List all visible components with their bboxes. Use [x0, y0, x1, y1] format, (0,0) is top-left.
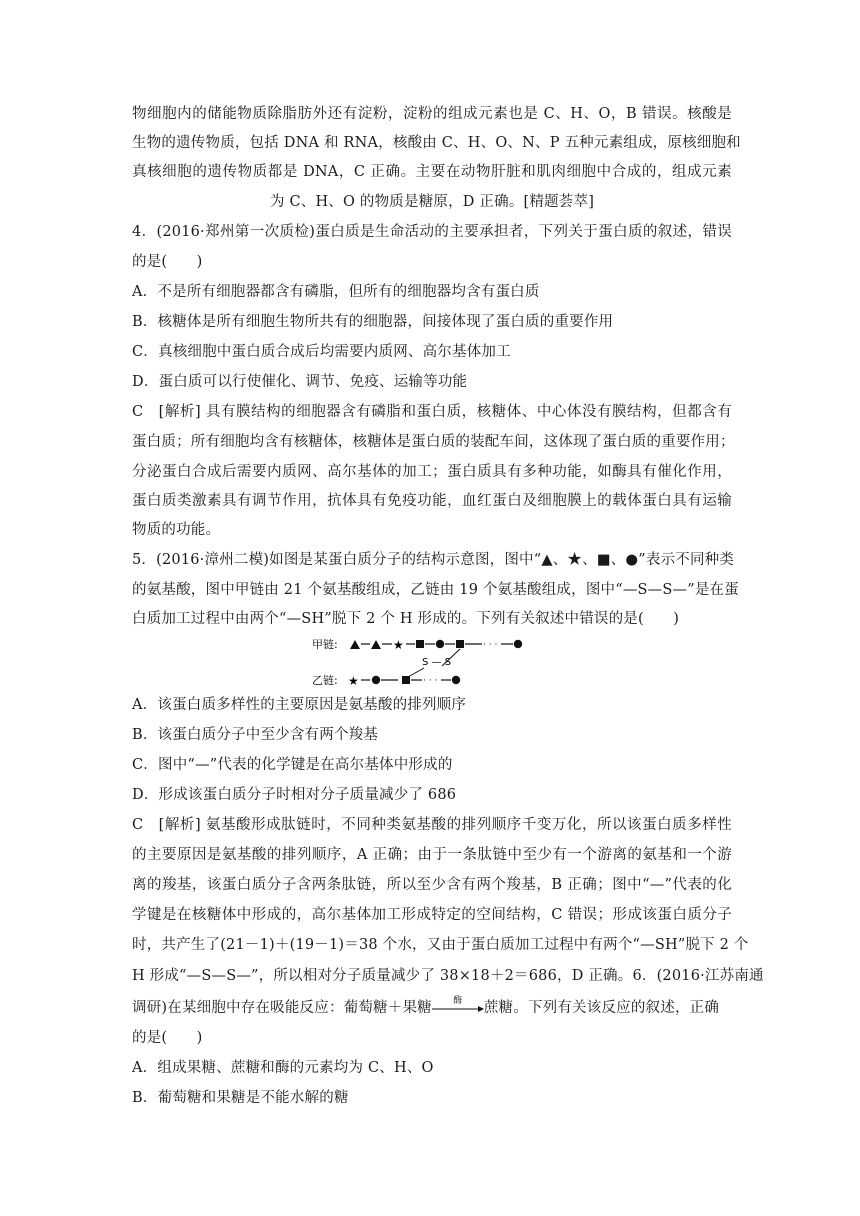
text-line: 物细胞内的储能物质除脂肪外还有淀粉，淀粉的组成元素也是 C、H、O，B 错误。核酸是: [132, 106, 732, 122]
analysis-line: 的主要原因是氨基酸的排列顺序，A 正确；由于一条肽链中至少有一个游离的氨基和一个游: [132, 847, 732, 863]
reaction-text-after: 蔗糖。下列有关该反应的叙述，正确: [483, 1000, 720, 1016]
star-residue: ★: [348, 674, 359, 688]
circle-residue: [436, 640, 444, 648]
enzyme-label: 酶: [453, 996, 463, 1006]
analysis-line: 分泌蛋白合成后需要内质网、高尔基体的加工；蛋白质具有多种功能，如酶具有催化作用，: [132, 464, 732, 480]
text-line: 为 C、H、O 的物质是糖原，D 正确。[精题荟萃]: [269, 194, 595, 210]
option-b: B．核糖体是所有细胞生物所共有的细胞器，间接体现了蛋白质的重要作用: [132, 314, 614, 330]
analysis-line: C [解析] 氨基酸形成肽链时，不同种类氨基酸的排列顺序千变万化，所以该蛋白质多样性: [132, 817, 732, 833]
analysis-line: 离的羧基，该蛋白质分子含两条肽链，所以至少含有两个羧基，B 正确；图中“—”代表的化: [132, 877, 732, 893]
option-b: B．该蛋白质分子中至少含有两个羧基: [132, 727, 379, 743]
option-d: D．蛋白质可以行使催化、调节、免疫、运输等功能: [132, 374, 468, 390]
protein-structure-diagram: [310, 632, 560, 688]
triangle-residue: [350, 640, 360, 649]
analysis-line: C [解析] 具有膜结构的细胞器含有磷脂和蛋白质，核糖体、中心体没有膜结构，但都含有: [132, 404, 732, 420]
text-line: 真核细胞的遗传物质都是 DNA，C 正确。主要在动物肝脏和肌肉细胞中合成的，组成元素: [132, 164, 732, 180]
chain-b: [348, 674, 460, 688]
analysis-line: 蛋白质类激素具有调节作用，抗体具有免疫功能，血红蛋白及细胞膜上的载体蛋白具有运输: [132, 493, 732, 509]
question-5-stem: 的氨基酸，图中甲链由 21 个氨基酸组成，乙链由 19 个氨基酸组成，图中“—S—S—”是在蛋: [132, 582, 739, 598]
question-6-stem-end: 的是( ): [132, 1030, 203, 1046]
option-d: D．形成该蛋白质分子时相对分子质量减少了 686: [132, 787, 457, 803]
circle-residue: [372, 676, 380, 684]
analysis-line: 时，共产生了(21－1)＋(19－1)＝38 个水，又由于蛋白质加工过程中有两个“—SH”脱下 2 个: [132, 937, 749, 953]
analysis-line: 物质的功能。: [132, 522, 221, 538]
square-residue: [416, 640, 424, 648]
analysis-line: 学键是在核糖体中形成的，高尔基体加工形成特定的空间结构，C 错误；形成该蛋白质分子: [132, 907, 732, 923]
question-6-stem: [132, 998, 732, 1018]
analysis-line: H 形成“—S—S—”，所以相对分子质量减少了 38×18＋2＝686，D 正确。6．(2016·江苏南通: [132, 968, 764, 984]
option-a: A．不是所有细胞器都含有磷脂，但所有的细胞器均含有蛋白质: [132, 284, 540, 300]
option-c: C．图中“—”代表的化学键是在高尔基体中形成的: [132, 757, 453, 773]
arrow-icon: [432, 1005, 484, 1013]
reaction-text-before: 调研)在某细胞中存在吸能反应：葡萄糖＋果糖: [132, 1000, 432, 1016]
option-b: B．葡萄糖和果糖是不能水解的糖: [132, 1090, 349, 1106]
svg-text:· · ·: · · ·: [483, 640, 498, 650]
option-a: A．组成果糖、蔗糖和酶的元素均为 C、H、O: [132, 1060, 434, 1076]
reaction-arrow: [432, 996, 484, 1015]
svg-text:S — S: S — S: [422, 657, 452, 668]
question-5-stem: 5．(2016·漳州二模)如图是某蛋白质分子的结构示意图，图中“▲、★、■、●”表示不同种类: [132, 552, 735, 568]
disulfide-bond: [408, 649, 460, 677]
chain-b-label: 乙链:: [312, 674, 338, 687]
text-line: 生物的遗传物质，包括 DNA 和 RNA，核酸由 C、H、O、N、P 五种元素组成，原核细胞和: [132, 135, 741, 151]
circle-residue: [452, 676, 460, 684]
square-residue: [402, 676, 410, 684]
square-residue: [456, 640, 464, 648]
option-c: C．真核细胞中蛋白质合成后均需要内质网、高尔基体加工: [132, 344, 511, 360]
question-5-stem: 白质加工过程中由两个“—SH”脱下 2 个 H 形成的。下列有关叙述中错误的是( ): [132, 611, 680, 627]
question-4-stem-end: 的是( ): [132, 254, 203, 270]
analysis-line: 蛋白质；所有细胞均含有核糖体，核糖体是蛋白质的装配车间，这体现了蛋白质的重要作用；: [132, 434, 735, 450]
triangle-residue: [371, 640, 381, 649]
circle-residue: [514, 640, 522, 648]
question-4-stem: 4．(2016·郑州第一次质检)蛋白质是生命活动的主要承担者，下列关于蛋白质的叙述，错误: [132, 224, 732, 240]
chain-a: [350, 638, 522, 652]
chain-a-label: 甲链:: [312, 638, 338, 651]
star-residue: ★: [393, 638, 404, 652]
option-a: A．该蛋白质多样性的主要原因是氨基酸的排列顺序: [132, 697, 467, 713]
svg-text:· · ·: · · ·: [423, 676, 438, 686]
